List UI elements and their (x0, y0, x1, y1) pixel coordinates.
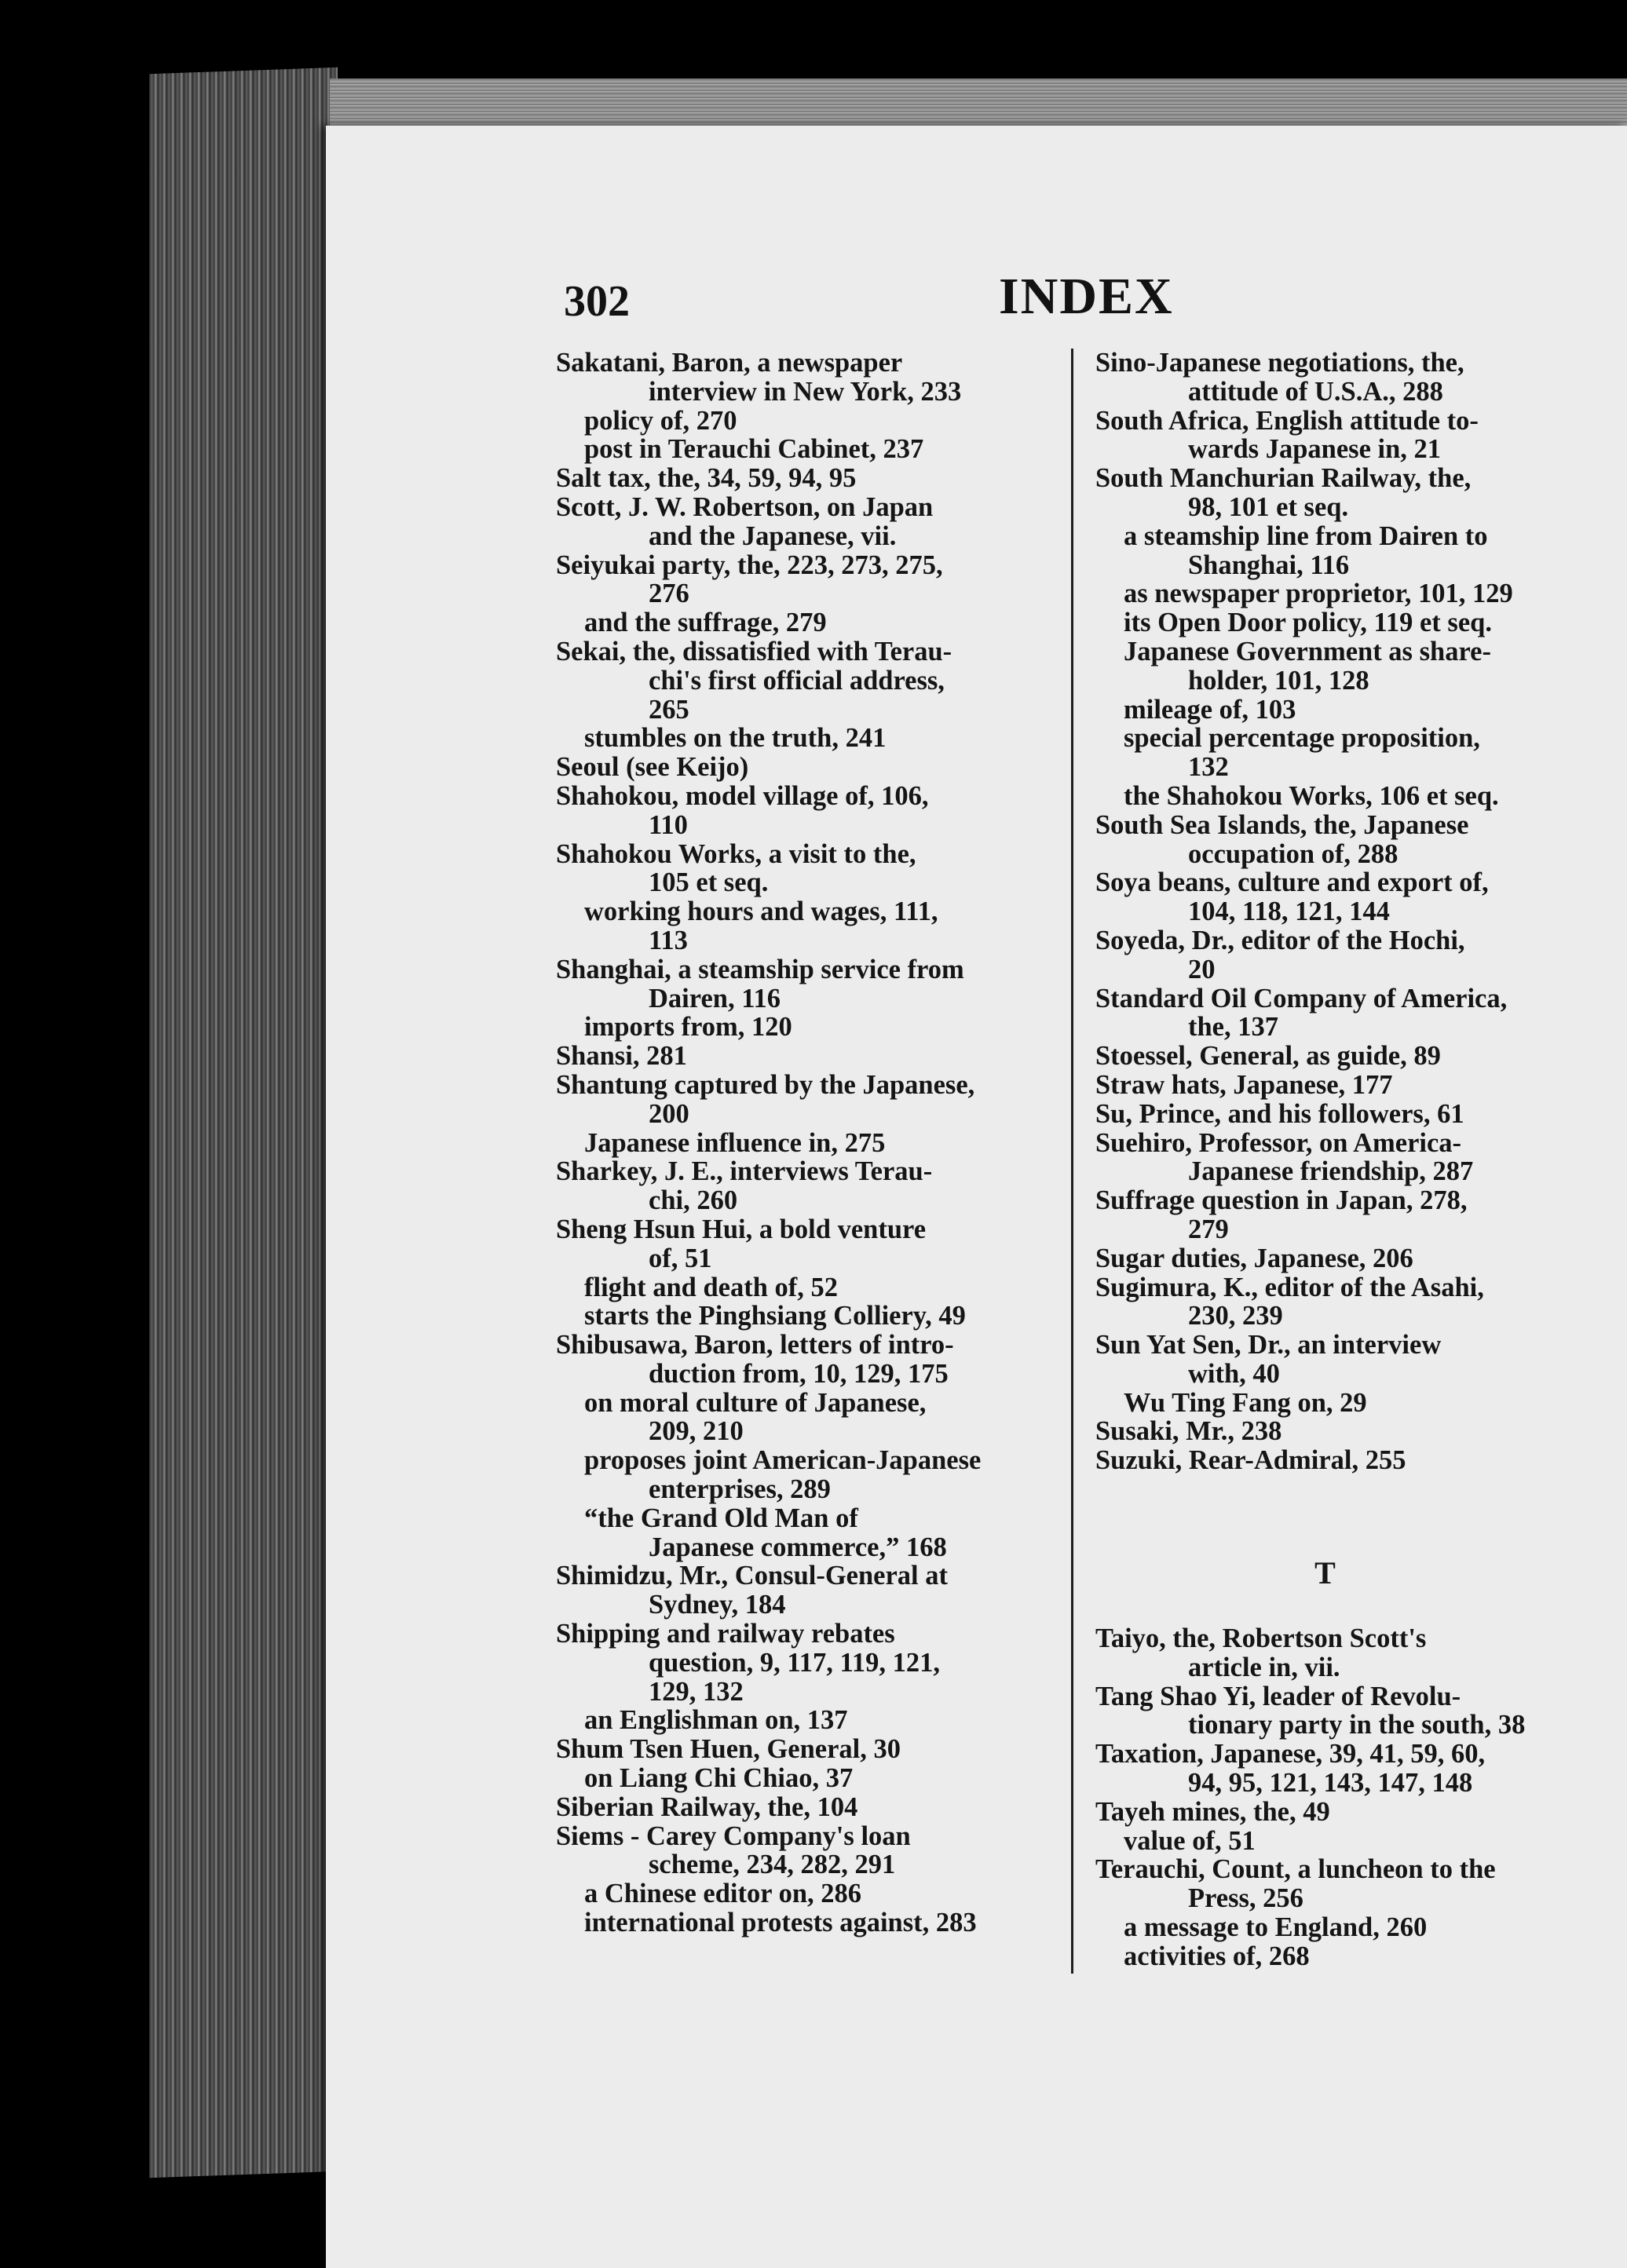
page-number: 302 (564, 277, 630, 326)
index-subentry: proposes joint American-Japanese (584, 1445, 982, 1476)
index-entry: Sakatani, Baron, a newspaper (556, 348, 903, 378)
index-entry: Stoessel, General, as guide, 89 (1095, 1041, 1441, 1072)
index-entry: Soya beans, culture and export of, (1095, 867, 1489, 898)
index-entry: Sun Yat Sen, Dr., an interview (1095, 1330, 1442, 1360)
index-subentry: on moral culture of Japanese, (584, 1387, 927, 1418)
index-subentry: occupation of, 288 (1188, 838, 1398, 869)
index-entry: Seoul (see Keijo) (556, 752, 749, 783)
index-entry: Shipping and railway rebates (556, 1619, 895, 1649)
index-entry: Standard Oil Company of America, (1095, 983, 1508, 1013)
index-subentry: holder, 101, 128 (1188, 665, 1369, 696)
index-entry: Shahokou Works, a visit to the, (556, 838, 916, 869)
index-t-entries (1095, 1624, 1586, 1971)
index-subentry: of, 51 (649, 1243, 712, 1273)
index-subentry: chi's first official address, (649, 665, 945, 696)
index-subentry: the, 137 (1188, 1012, 1278, 1043)
section-letter-heading: T (1314, 1555, 1336, 1591)
index-subentry: tionary party in the south, 38 (1188, 1710, 1526, 1740)
section-gap (1095, 1475, 1586, 1554)
index-subentry: 132 (1188, 752, 1229, 783)
index-entry: Siems - Carey Company's loan (556, 1821, 911, 1851)
index-subentry: activities of, 268 (1124, 1941, 1310, 1971)
index-entry: Soyeda, Dr., editor of the Hochi, (1095, 925, 1465, 955)
index-subentry: and the Japanese, vii. (649, 520, 897, 551)
index-subentry: its Open Door policy, 119 et seq. (1124, 608, 1492, 638)
index-subentry: 113 (649, 925, 688, 955)
index-subentry: 209, 210 (649, 1416, 744, 1447)
column-divider (1071, 349, 1073, 1974)
index-subentry: with, 40 (1188, 1358, 1280, 1389)
index-subentry: Press, 256 (1188, 1883, 1303, 1914)
index-subentry: Japanese Government as share- (1124, 636, 1491, 667)
index-subentry: and the suffrage, 279 (584, 608, 827, 638)
index-right-entries (1095, 349, 1586, 1475)
index-entry: Sharkey, J. E., interviews Terau- (556, 1156, 933, 1187)
index-subentry: interview in New York, 233 (649, 376, 962, 407)
index-entry: Straw hats, Japanese, 177 (1095, 1069, 1393, 1100)
index-entry: Terauchi, Count, a luncheon to the (1095, 1854, 1496, 1885)
index-entry: Shimidzu, Mr., Consul-General at (556, 1561, 949, 1591)
index-subentry: question, 9, 117, 119, 121, (649, 1647, 940, 1678)
index-subentry: Japanese influence in, 275 (584, 1127, 886, 1158)
index-right-column (1095, 349, 1586, 1971)
index-subentry: 129, 132 (649, 1676, 744, 1707)
index-entry: Suzuki, Rear-Admiral, 255 (1095, 1445, 1406, 1476)
index-subentry: 200 (649, 1098, 689, 1129)
index-entry: Sekai, the, dissatisfied with Terau- (556, 636, 952, 667)
index-subentry: 230, 239 (1188, 1301, 1283, 1331)
index-entry: Scott, J. W. Robertson, on Japan (556, 491, 934, 522)
index-subentry: 94, 95, 121, 143, 147, 148 (1188, 1768, 1473, 1799)
index-subentry: as newspaper proprietor, 101, 129 (1124, 579, 1513, 609)
index-entry: Susaki, Mr., 238 (1095, 1416, 1282, 1447)
index-subentry: 104, 118, 121, 144 (1188, 897, 1390, 927)
index-entry: South Sea Islands, the, Japanese (1095, 809, 1469, 840)
index-subentry: chi, 260 (649, 1185, 738, 1216)
index-subentry: Sydney, 184 (649, 1590, 786, 1620)
index-subentry: enterprises, 289 (649, 1474, 831, 1505)
index-subentry: working hours and wages, 111, (584, 897, 938, 927)
index-entry: Suehiro, Professor, on America- (1095, 1127, 1462, 1158)
index-subentry: on Liang Chi Chiao, 37 (584, 1763, 854, 1794)
index-entry: Salt tax, the, 34, 59, 94, 95 (556, 463, 857, 494)
index-subentry: scheme, 234, 282, 291 (649, 1850, 896, 1880)
index-entry: Shanghai, a steamship service from (556, 954, 964, 984)
index-subentry: special percentage proposition, (1124, 723, 1480, 754)
index-subentry: attitude of U.S.A., 288 (1188, 376, 1443, 407)
index-entry: Taxation, Japanese, 39, 41, 59, 60, (1095, 1739, 1486, 1769)
index-entry: Tang Shao Yi, leader of Revolu- (1095, 1681, 1461, 1711)
index-subentry: “the Grand Old Man of (584, 1503, 858, 1533)
index-subentry: Wu Ting Fang on, 29 (1124, 1387, 1367, 1418)
page-heading: INDEX (999, 268, 1174, 325)
book-page-edges (149, 68, 338, 2178)
index-entry: Suffrage question in Japan, 278, (1095, 1185, 1468, 1216)
index-subentry: wards Japanese in, 21 (1188, 434, 1442, 465)
index-entry: Sugar duties, Japanese, 206 (1095, 1243, 1413, 1273)
index-entry: Su, Prince, and his followers, 61 (1095, 1098, 1464, 1129)
index-entry: Shahokou, model village of, 106, (556, 780, 929, 811)
index-subentry: stumbles on the truth, 241 (584, 723, 887, 754)
index-subentry: a Chinese editor on, 286 (584, 1879, 862, 1909)
index-subentry: Dairen, 116 (649, 983, 781, 1013)
index-subentry: mileage of, 103 (1124, 694, 1296, 725)
index-subentry: the Shahokou Works, 106 et seq. (1124, 780, 1499, 811)
index-subentry: international protests against, 283 (584, 1908, 977, 1938)
index-entry: Sugimura, K., editor of the Asahi, (1095, 1272, 1484, 1302)
index-subentry: a steamship line from Dairen to (1124, 520, 1488, 551)
index-subentry: article in, vii. (1188, 1652, 1340, 1682)
index-subentry: a message to England, 260 (1124, 1912, 1428, 1943)
index-subentry: post in Terauchi Cabinet, 237 (584, 434, 924, 465)
index-subentry: 265 (649, 694, 689, 725)
index-subentry: an Englishman on, 137 (584, 1705, 848, 1736)
index-subentry: 276 (649, 579, 689, 609)
index-entry: Seiyukai party, the, 223, 273, 275, (556, 550, 943, 580)
index-entry: Siberian Railway, the, 104 (556, 1791, 858, 1822)
index-entry: Shantung captured by the Japanese, (556, 1069, 975, 1100)
index-subentry: duction from, 10, 129, 175 (649, 1358, 949, 1389)
index-subentry: Shanghai, 116 (1188, 550, 1350, 580)
index-entry: Shansi, 281 (556, 1041, 687, 1072)
index-entry: Shibusawa, Baron, letters of intro- (556, 1330, 954, 1360)
index-subentry: 98, 101 et seq. (1188, 491, 1349, 522)
index-entry: Shum Tsen Huen, General, 30 (556, 1734, 901, 1765)
index-subentry: 279 (1188, 1214, 1229, 1244)
index-entry: Tayeh mines, the, 49 (1095, 1796, 1330, 1827)
index-entry: South Africa, English attitude to- (1095, 405, 1479, 436)
index-entry: South Manchurian Railway, the, (1095, 463, 1472, 494)
index-subentry: Japanese friendship, 287 (1188, 1156, 1474, 1187)
index-subentry: flight and death of, 52 (584, 1272, 838, 1302)
index-entry: Sheng Hsun Hui, a bold venture (556, 1214, 927, 1244)
index-subentry: imports from, 120 (584, 1012, 792, 1043)
index-subentry: value of, 51 (1124, 1825, 1256, 1856)
index-entry: Taiyo, the, Robertson Scott's (1095, 1623, 1427, 1654)
index-subentry: Japanese commerce,” 168 (649, 1532, 947, 1562)
index-subentry: starts the Pinghsiang Colliery, 49 (584, 1301, 966, 1331)
index-subentry: 110 (649, 809, 688, 840)
index-entry: Sino-Japanese negotiations, the, (1095, 348, 1464, 378)
index-subentry: policy of, 270 (584, 405, 737, 436)
index-subentry: 105 et seq. (649, 867, 769, 898)
index-subentry: 20 (1188, 954, 1216, 984)
index-left-column (556, 349, 1051, 1937)
